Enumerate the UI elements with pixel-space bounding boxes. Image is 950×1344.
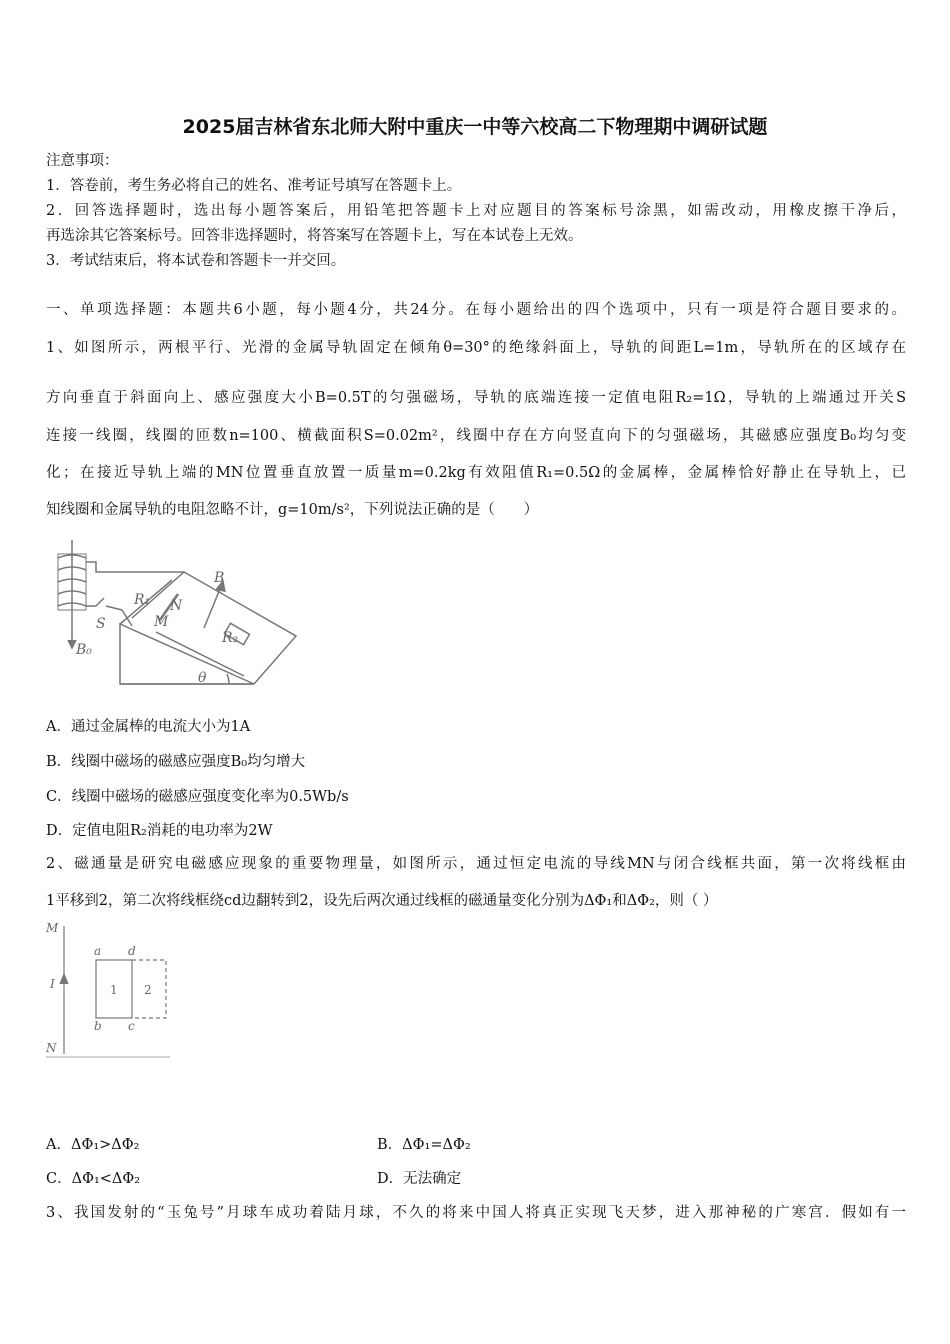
q1-option-b[interactable]: B．线圈中磁场的磁感应强度B₀均匀增大 [46, 754, 306, 770]
q2-option-d[interactable]: D．无法确定 [377, 1171, 462, 1187]
figure-label: B₀ [76, 642, 92, 658]
q1-line: 1、如图所示，两根平行、光滑的金属导轨固定在倾角θ=30°的绝缘斜面上，导轨的间距L=1m，导轨所在的区域存在 [46, 340, 906, 356]
figure-label: S [96, 616, 106, 632]
q2-line: 2、磁通量是研究电磁感应现象的重要物理量，如图所示，通过恒定电流的导线MN与闭合线框共面，第一次将线框由 [46, 856, 906, 872]
figure-label: a [94, 944, 102, 958]
figure-label: M [46, 921, 59, 935]
q1-line: 化；在接近导轨上端的MN位置垂直放置一质量m=0.2kg有效阻值R₁=0.5Ω的金属棒，金属棒恰好静止在导轨上，已 [46, 465, 906, 481]
notice-item: 2．回答选择题时，选出每小题答案后，用铅笔把答题卡上对应题目的答案标号涂黑，如需改动，用橡皮擦干净后， [46, 203, 906, 219]
figure-label: θ [198, 670, 207, 686]
q1-option-d[interactable]: D．定值电阻R₂消耗的电功率为2W [46, 823, 273, 839]
notice-item: 3．考试结束后，将本试卷和答题卡一并交回。 [46, 253, 346, 269]
figure-label: N [170, 598, 183, 614]
q1-line: 方向垂直于斜面向上、感应强度大小B=0.5T的匀强磁场，导轨的底端连接一定值电阻R₂=1Ω，导轨的上端通过开关S [46, 390, 906, 406]
figure-label: 1 [110, 983, 118, 997]
figure-label: R₂ [222, 630, 239, 646]
figure-label: R₁ [134, 592, 151, 608]
section-heading: 一、单项选择题：本题共6小题，每小题4分，共24分。在每小题给出的四个选项中，只有一项是符合题目要求的。 [46, 302, 906, 318]
q2-figure [44, 920, 172, 1062]
q1-option-c[interactable]: C．线圈中磁场的磁感应强度变化率为0.5Wb/s [46, 789, 349, 805]
notice-heading: 注意事项： [46, 153, 119, 169]
figure-label: N [46, 1041, 57, 1055]
q1-figure [44, 536, 300, 688]
figure-label: I [50, 977, 55, 991]
q1-option-a[interactable]: A．通过金属棒的电流大小为1A [46, 719, 251, 735]
figure-label: M [154, 614, 169, 630]
notice-item: 1．答卷前，考生务必将自己的姓名、准考证号填写在答题卡上。 [46, 178, 462, 194]
figure-label: B [214, 570, 225, 586]
q2-option-a[interactable]: A．ΔΦ₁>ΔΦ₂ [46, 1137, 140, 1153]
q3-line: 3、我国发射的“玉兔号”月球车成功着陆月球，不久的将来中国人将真正实现飞天梦，进入那神秘的广寒宫．假如有一 [46, 1205, 906, 1221]
q1-line: 知线圈和金属导轨的电阻忽略不计，g=10m/s²，下列说法正确的是（ ） [46, 502, 539, 518]
figure-label: d [128, 944, 136, 958]
notice-item: 再选涂其它答案标号。回答非选择题时，将答案写在答题卡上，写在本试卷上无效。 [46, 228, 583, 244]
figure-label: 2 [144, 983, 152, 997]
page-title: 2025届吉林省东北师大附中重庆一中等六校高二下物理期中调研试题 [182, 116, 768, 138]
q2-option-c[interactable]: C．ΔΦ₁<ΔΦ₂ [46, 1171, 141, 1187]
q2-option-b[interactable]: B．ΔΦ₁=ΔΦ₂ [377, 1137, 471, 1153]
figure-label: b [94, 1019, 102, 1033]
q2-line: 1平移到2，第二次将线框绕cd边翻转到2，设先后两次通过线框的磁通量变化分别为ΔΦ₁和ΔΦ₂，则（ ） [46, 893, 718, 909]
q1-line: 连接一线圈，线圈的匝数n=100、横截面积S=0.02m²，线圈中存在方向竖直向下的匀强磁场，其磁感应强度B₀均匀变 [46, 428, 906, 444]
figure-label: c [128, 1019, 135, 1033]
